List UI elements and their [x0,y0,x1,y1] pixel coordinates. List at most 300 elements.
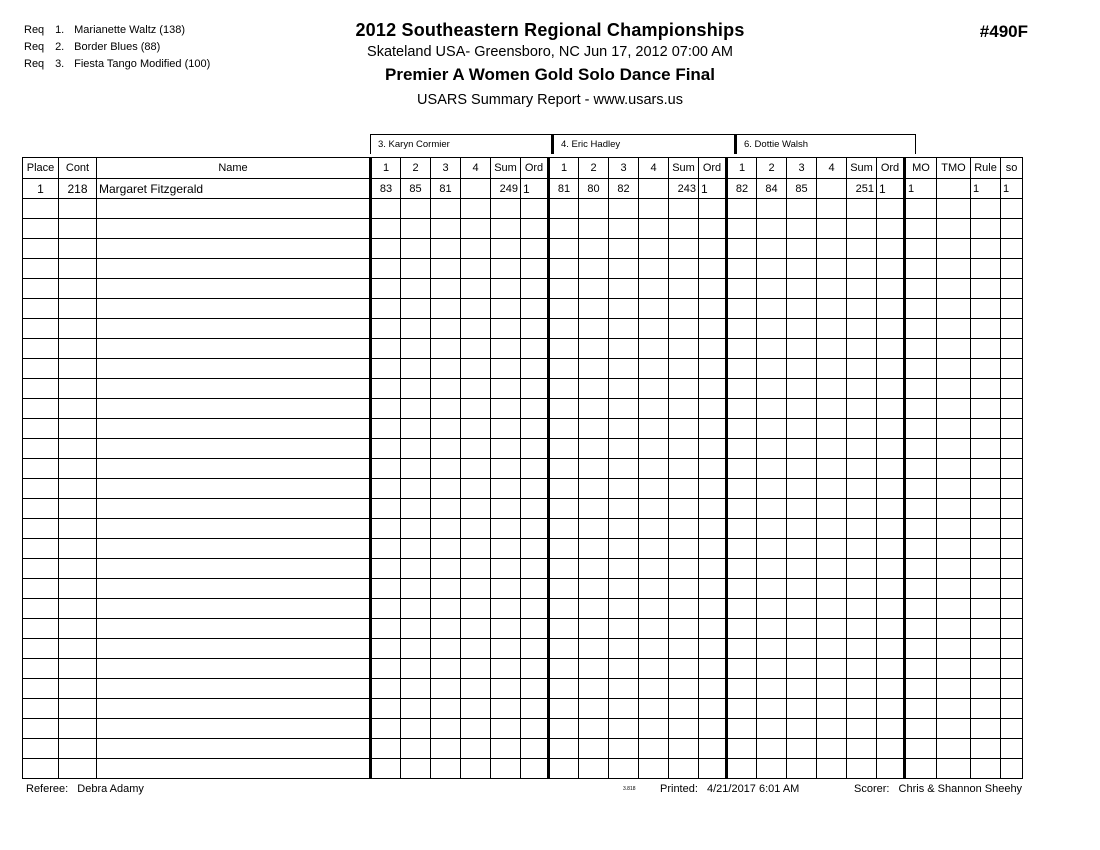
event-title: 2012 Southeastern Regional Championships [355,20,745,40]
cell-empty [401,519,431,539]
cell-empty [669,259,699,279]
cell-empty [521,599,549,619]
cell-empty [817,599,847,619]
cell-empty [877,419,905,439]
col-j3-mark-4: 4 [817,158,847,179]
cell-empty [521,479,549,499]
cell-empty [757,739,787,759]
cell-empty [23,359,59,379]
cell-empty [817,759,847,779]
cell-empty [905,219,937,239]
col-j1-sum: Sum [491,158,521,179]
cell-empty [639,719,669,739]
table-row-empty [23,479,1023,499]
cell-empty [23,199,59,219]
cell-empty [401,239,431,259]
cell-empty [727,599,757,619]
cell-empty [491,519,521,539]
cell-empty [937,239,971,259]
cell-empty [521,619,549,639]
cell-empty [817,319,847,339]
cell-empty [847,739,877,759]
cell-empty [937,219,971,239]
cell-empty [847,339,877,359]
cell-empty [757,399,787,419]
cell-empty [431,379,461,399]
cell-empty [491,559,521,579]
cell-empty [847,279,877,299]
cell-empty [877,719,905,739]
cell-empty [97,719,371,739]
cell-empty [937,619,971,639]
cell-empty [847,379,877,399]
cell-empty [669,439,699,459]
cell-empty [669,219,699,239]
cell-empty [97,239,371,259]
cell-empty [59,699,97,719]
cell-empty [461,659,491,679]
cell-empty [579,539,609,559]
cell-empty [877,599,905,619]
cell-empty [371,519,401,539]
cell-empty [757,279,787,299]
cell-empty [787,259,817,279]
cell-empty [23,399,59,419]
cell-empty [971,459,1001,479]
cell-empty [757,639,787,659]
cell-empty [491,339,521,359]
cell-empty [521,719,549,739]
cell-empty [699,499,727,519]
cell-empty [669,699,699,719]
cell-empty [937,719,971,739]
cell-empty [431,499,461,519]
cell-empty [579,659,609,679]
cell-empty [971,759,1001,779]
cell-empty [727,619,757,639]
cell-empty [787,499,817,519]
cell-empty [549,719,579,739]
cell-empty [59,459,97,479]
cell-empty [699,479,727,499]
cell-empty [757,619,787,639]
cell-empty [97,199,371,219]
cell-empty [579,399,609,419]
cell-empty [461,719,491,739]
col-j1-mark-1: 1 [371,158,401,179]
cell-empty [937,339,971,359]
cell-empty [59,399,97,419]
cell-empty [787,639,817,659]
cell-empty [401,579,431,599]
cell-empty [521,679,549,699]
cell-empty [371,399,401,419]
cell-empty [491,499,521,519]
requirement-text: Marianette Waltz (138) [74,24,185,36]
cell-empty [971,599,1001,619]
cell-empty [609,699,639,719]
cell-empty [59,239,97,259]
cell-empty [905,379,937,399]
cell-empty [847,199,877,219]
cell-empty [371,299,401,319]
cell-empty [1001,259,1023,279]
cell-empty [699,579,727,599]
cell-empty [847,399,877,419]
cell-empty [757,479,787,499]
cell-empty [579,379,609,399]
cell-empty [549,199,579,219]
cell-empty [727,419,757,439]
cell-empty [609,259,639,279]
cell-empty [757,719,787,739]
cell-empty [461,359,491,379]
cell-empty [1001,479,1023,499]
cell-empty [1001,399,1023,419]
cell-empty [877,379,905,399]
cell-empty [579,739,609,759]
cell-empty [727,479,757,499]
cell-empty [23,599,59,619]
cell-empty [905,539,937,559]
cell-empty [937,479,971,499]
cell-empty [521,199,549,219]
cell-empty [401,359,431,379]
cell-empty [757,559,787,579]
table-row-empty [23,439,1023,459]
cell-empty [549,399,579,419]
cell-empty [937,579,971,599]
table-body [23,179,1023,779]
cell-empty [401,459,431,479]
cell-empty [817,519,847,539]
cell-empty [461,339,491,359]
requirement-label: Req [24,58,45,70]
cell-empty [579,639,609,659]
cell-empty [699,699,727,719]
cell-empty [639,459,669,479]
cell-empty [579,239,609,259]
cell-empty [401,419,431,439]
cell-empty [787,459,817,479]
table-row-empty [23,739,1023,759]
cell-empty [371,539,401,559]
cell-j3-mark-1: 82 [727,179,757,199]
cell-empty [847,619,877,639]
cell-empty [609,299,639,319]
cell-empty [669,559,699,579]
cell-empty [699,619,727,639]
cell-empty [431,299,461,319]
cell-empty [727,339,757,359]
cell-empty [757,519,787,539]
cell-empty [669,499,699,519]
cell-empty [847,239,877,259]
cell-empty [491,379,521,399]
cell-empty [787,519,817,539]
cell-empty [371,699,401,719]
cell-empty [549,419,579,439]
cell-empty [971,399,1001,419]
cell-empty [971,579,1001,599]
cell-empty [1001,319,1023,339]
cell-empty [877,359,905,379]
cell-empty [971,639,1001,659]
cell-empty [937,739,971,759]
cell-empty [817,259,847,279]
cell-empty [1001,659,1023,679]
cell-empty [669,299,699,319]
cell-rule: 1 [971,179,1001,199]
cell-empty [521,559,549,579]
cell-empty [579,759,609,779]
cell-empty [1001,379,1023,399]
cell-empty [817,559,847,579]
cell-empty [971,679,1001,699]
cell-empty [905,479,937,499]
cell-empty [97,339,371,359]
cell-empty [847,359,877,379]
cell-empty [727,239,757,259]
cell-empty [521,539,549,559]
cell-j1-mark-3: 81 [431,179,461,199]
cell-empty [401,599,431,619]
cell-empty [59,739,97,759]
cell-empty [787,539,817,559]
cell-empty [491,659,521,679]
event-code: #490F [979,22,1028,41]
cell-empty [727,379,757,399]
cell-empty [371,759,401,779]
cell-empty [787,279,817,299]
cell-empty [401,759,431,779]
cell-empty [1001,419,1023,439]
cell-empty [491,639,521,659]
cell-empty [877,659,905,679]
requirement-number: 3. [55,58,65,70]
cell-empty [97,739,371,759]
cell-empty [609,539,639,559]
cell-empty [609,559,639,579]
cell-empty [971,519,1001,539]
cell-empty [937,759,971,779]
cell-empty [971,299,1001,319]
cell-empty [461,759,491,779]
cell-empty [579,499,609,519]
cell-empty [521,379,549,399]
col-j3-mark-2: 2 [757,158,787,179]
cell-empty [639,679,669,699]
cell-empty [905,399,937,419]
cell-empty [609,479,639,499]
cell-empty [59,639,97,659]
table-row-empty [23,499,1023,519]
cell-empty [699,739,727,759]
col-j3-ord: Ord [877,158,905,179]
cell-empty [905,599,937,619]
cell-empty [491,399,521,419]
cell-empty [937,299,971,319]
cell-empty [757,459,787,479]
cell-empty [877,479,905,499]
cell-empty [1001,759,1023,779]
cell-empty [877,539,905,559]
cell-empty [639,279,669,299]
cell-empty [847,259,877,279]
cell-empty [461,619,491,639]
cell-empty [669,619,699,639]
cell-empty [699,199,727,219]
cell-j3-mark-4 [817,179,847,199]
cell-empty [971,279,1001,299]
cell-empty [431,759,461,779]
cell-place: 1 [23,179,59,199]
cell-empty [639,759,669,779]
cell-empty [549,459,579,479]
cell-empty [491,699,521,719]
cell-empty [521,279,549,299]
cell-empty [817,539,847,559]
cell-empty [971,659,1001,679]
cell-empty [549,239,579,259]
cell-empty [699,319,727,339]
cell-empty [787,359,817,379]
cell-empty [847,579,877,599]
cell-cont: 218 [59,179,97,199]
cell-j3-ord: 1 [877,179,905,199]
cell-empty [401,499,431,519]
scorer-name: Chris & Shannon Sheehy [898,783,1023,795]
event-venue-date: Skateland USA- Greensboro, NC Jun 17, 2012 07:00 AM [367,44,733,60]
cell-empty [905,439,937,459]
cell-empty [371,219,401,239]
requirement-number: 2. [55,41,65,53]
cell-empty [371,259,401,279]
cell-empty [699,219,727,239]
cell-j1-mark-4 [461,179,491,199]
cell-empty [1001,299,1023,319]
table-row-empty [23,619,1023,639]
cell-empty [97,659,371,679]
cell-empty [727,259,757,279]
cell-empty [937,199,971,219]
cell-empty [727,499,757,519]
cell-empty [639,399,669,419]
cell-empty [971,479,1001,499]
cell-empty [371,639,401,659]
cell-empty [905,719,937,739]
cell-empty [521,459,549,479]
cell-empty [371,579,401,599]
cell-empty [461,699,491,719]
cell-empty [401,539,431,559]
cell-empty [23,339,59,359]
cell-empty [787,699,817,719]
cell-empty [639,579,669,599]
cell-empty [609,599,639,619]
cell-empty [787,599,817,619]
cell-empty [669,579,699,599]
cell-empty [877,259,905,279]
cell-empty [905,559,937,579]
table-row-empty [23,519,1023,539]
cell-empty [461,459,491,479]
cell-empty [549,679,579,699]
printed-label: Printed: [660,783,698,795]
cell-empty [699,559,727,579]
form-code: 3.818 [623,786,636,792]
cell-empty [727,559,757,579]
cell-empty [787,739,817,759]
cell-empty [905,319,937,339]
cell-empty [847,679,877,699]
cell-j1-mark-1: 83 [371,179,401,199]
cell-empty [727,279,757,299]
cell-empty [461,219,491,239]
cell-empty [23,539,59,559]
cell-empty [787,579,817,599]
cell-empty [787,619,817,639]
cell-empty [1001,679,1023,699]
cell-empty [579,559,609,579]
cell-empty [521,359,549,379]
table-row-empty [23,419,1023,439]
requirement-text: Fiesta Tango Modified (100) [74,58,211,70]
cell-empty [23,319,59,339]
table-row-empty [23,699,1023,719]
col-j1-mark-4: 4 [461,158,491,179]
cell-empty [847,459,877,479]
cell-empty [23,699,59,719]
cell-empty [549,339,579,359]
cell-empty [847,719,877,739]
cell-empty [549,299,579,319]
cell-empty [1001,219,1023,239]
col-tmo: TMO [937,158,971,179]
cell-empty [639,379,669,399]
cell-empty [491,439,521,459]
table-row-empty [23,579,1023,599]
cell-empty [59,479,97,499]
cell-empty [727,439,757,459]
cell-empty [757,579,787,599]
cell-empty [579,319,609,339]
cell-empty [97,299,371,319]
cell-empty [905,579,937,599]
cell-empty [549,499,579,519]
cell-empty [669,279,699,299]
cell-empty [971,259,1001,279]
cell-empty [491,199,521,219]
cell-empty [549,259,579,279]
cell-empty [401,639,431,659]
cell-empty [59,559,97,579]
cell-empty [905,639,937,659]
cell-empty [23,579,59,599]
cell-empty [461,499,491,519]
cell-empty [521,579,549,599]
cell-empty [847,659,877,679]
cell-empty [905,659,937,679]
cell-empty [461,419,491,439]
cell-empty [847,319,877,339]
cell-empty [401,479,431,499]
table-row-empty [23,719,1023,739]
cell-empty [669,419,699,439]
cell-empty [877,459,905,479]
cell-empty [877,399,905,419]
cell-empty [877,319,905,339]
